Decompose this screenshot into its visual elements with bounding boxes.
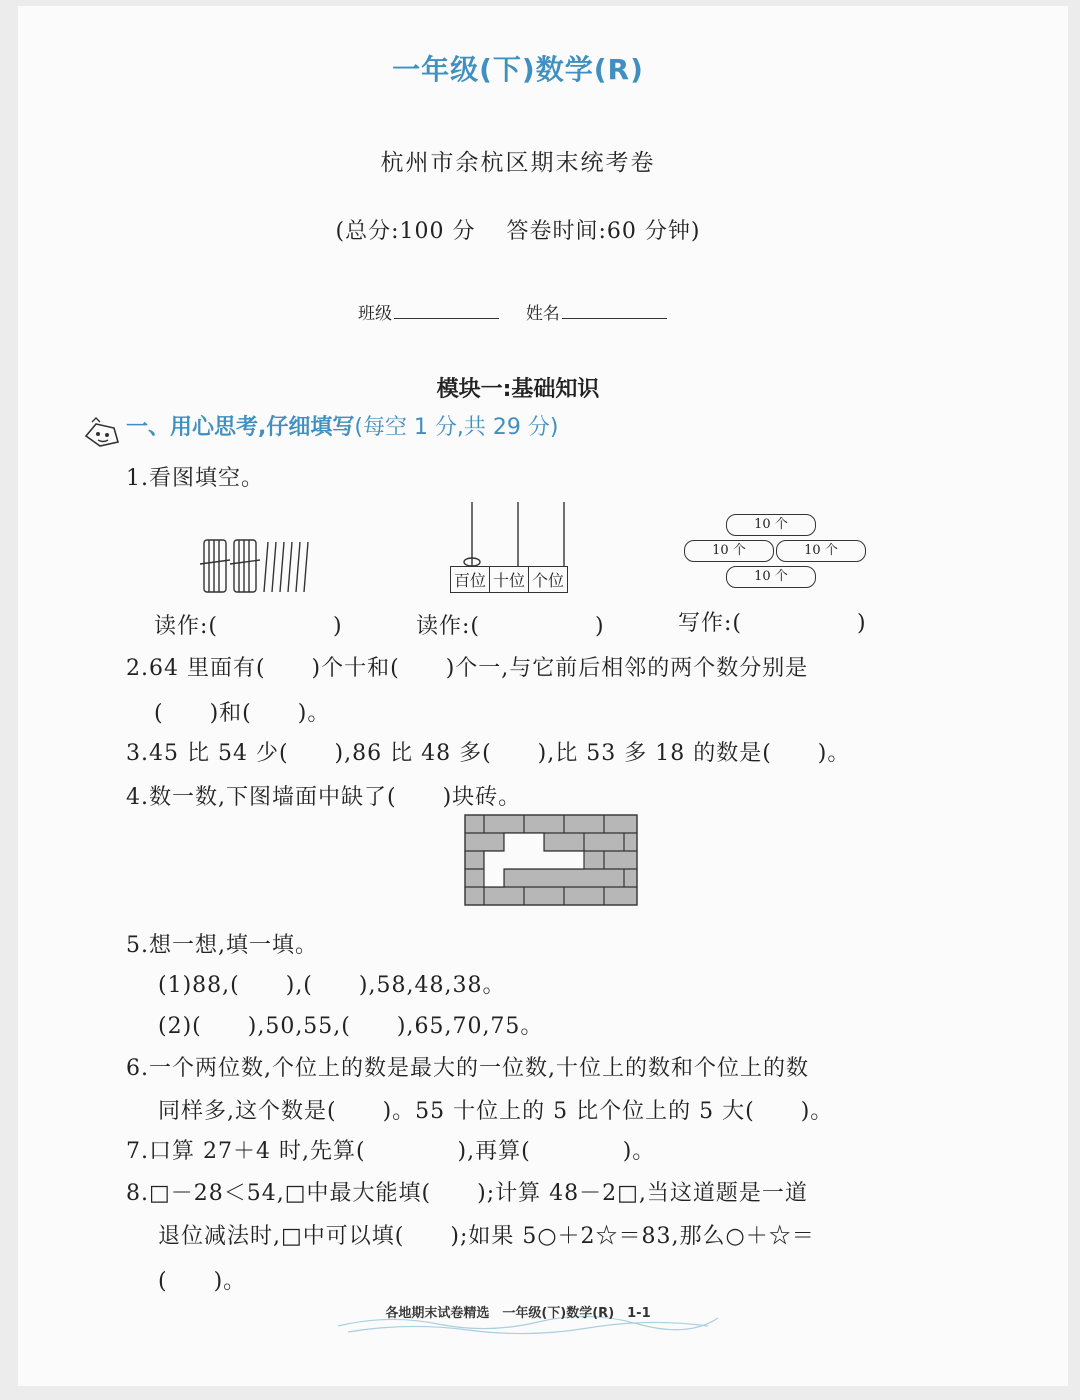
question-8-line-2: 退位减法时,□中可以填( );如果 5○＋2☆＝83,那么○＋☆＝ — [158, 1224, 815, 1249]
question-5-part-2: (2)( ),50,55,( ),65,70,75。 — [158, 1014, 544, 1039]
bundle-top: 10 个 — [726, 514, 816, 536]
q1-write: 写作:( ) — [678, 611, 867, 636]
abacus-label-ones: 个位 — [532, 571, 565, 590]
exam-page — [18, 6, 1068, 1386]
name-field[interactable] — [562, 304, 667, 319]
section-heading — [126, 410, 558, 441]
question-6-line-2: 同样多,这个数是( )。55 十位上的 5 比个位上的 5 大( )。 — [158, 1099, 834, 1124]
student-info-row — [358, 299, 667, 324]
class-field[interactable] — [394, 304, 499, 319]
bundle-bottom: 10 个 — [726, 566, 816, 588]
name-label: 姓名 — [525, 304, 560, 324]
question-8-line-1: 8.□－28＜54,□中最大能填( );计算 48－2□,当这道题是一道 — [126, 1181, 808, 1206]
question-1-title: 1.看图填空。 — [126, 466, 264, 491]
bundle-middle-right: 10 个 — [776, 540, 866, 562]
question-7: 7.口算 27＋4 时,先算( ),再算( )。 — [126, 1139, 656, 1164]
exam-subtitle: 杭州市余杭区期末统考卷 — [380, 150, 656, 176]
header-title: 一年级(下)数学(R) — [392, 53, 644, 86]
module-title: 模块一:基础知识 — [436, 377, 600, 402]
score-info: (总分:100 分 答卷时间:60 分钟) — [335, 219, 701, 244]
sticks-bundle-icon — [198, 536, 338, 596]
q1-read-1: 读作:( ) — [154, 614, 343, 639]
question-3: 3.45 比 54 少( ),86 比 48 多( ),比 53 多 18 的数是( )。 — [126, 741, 851, 766]
section-heading-text: 一、用心思考,仔细填写 — [126, 415, 355, 440]
abacus — [450, 498, 590, 594]
q1-read-2: 读作:( ) — [416, 614, 605, 639]
question-5: 5.想一想,填一填。 — [126, 933, 318, 958]
question-5-part-1: (1)88,( ),( ),58,48,38。 — [158, 973, 506, 998]
question-6-line-1: 6.一个两位数,个位上的数是最大的一位数,十位上的数和个位上的数 — [126, 1056, 809, 1081]
abacus-rods-icon — [450, 498, 590, 568]
abacus-label-hundreds: 百位 — [451, 567, 490, 592]
question-8-line-3: ( )。 — [158, 1269, 247, 1294]
class-label: 班级 — [358, 304, 392, 324]
question-2-line-2: ( )和( )。 — [154, 701, 331, 726]
section-points: (每空 1 分,共 29 分) — [354, 415, 559, 440]
bundle-middle-left: 10 个 — [684, 540, 774, 562]
question-4: 4.数一数,下图墙面中缺了( )块砖。 — [126, 785, 522, 810]
ten-bundles — [684, 510, 874, 590]
question-2-line-1: 2.64 里面有( )个十和( )个一,与它前后相邻的两个数分别是 — [126, 656, 809, 681]
pencil-mascot-icon — [82, 416, 122, 450]
brick-wall-icon — [464, 814, 638, 906]
abacus-label-tens: 十位 — [490, 567, 529, 592]
footer-text: 各地期末试卷精选 一年级(下)数学(R) 1-1 — [385, 1306, 651, 1321]
